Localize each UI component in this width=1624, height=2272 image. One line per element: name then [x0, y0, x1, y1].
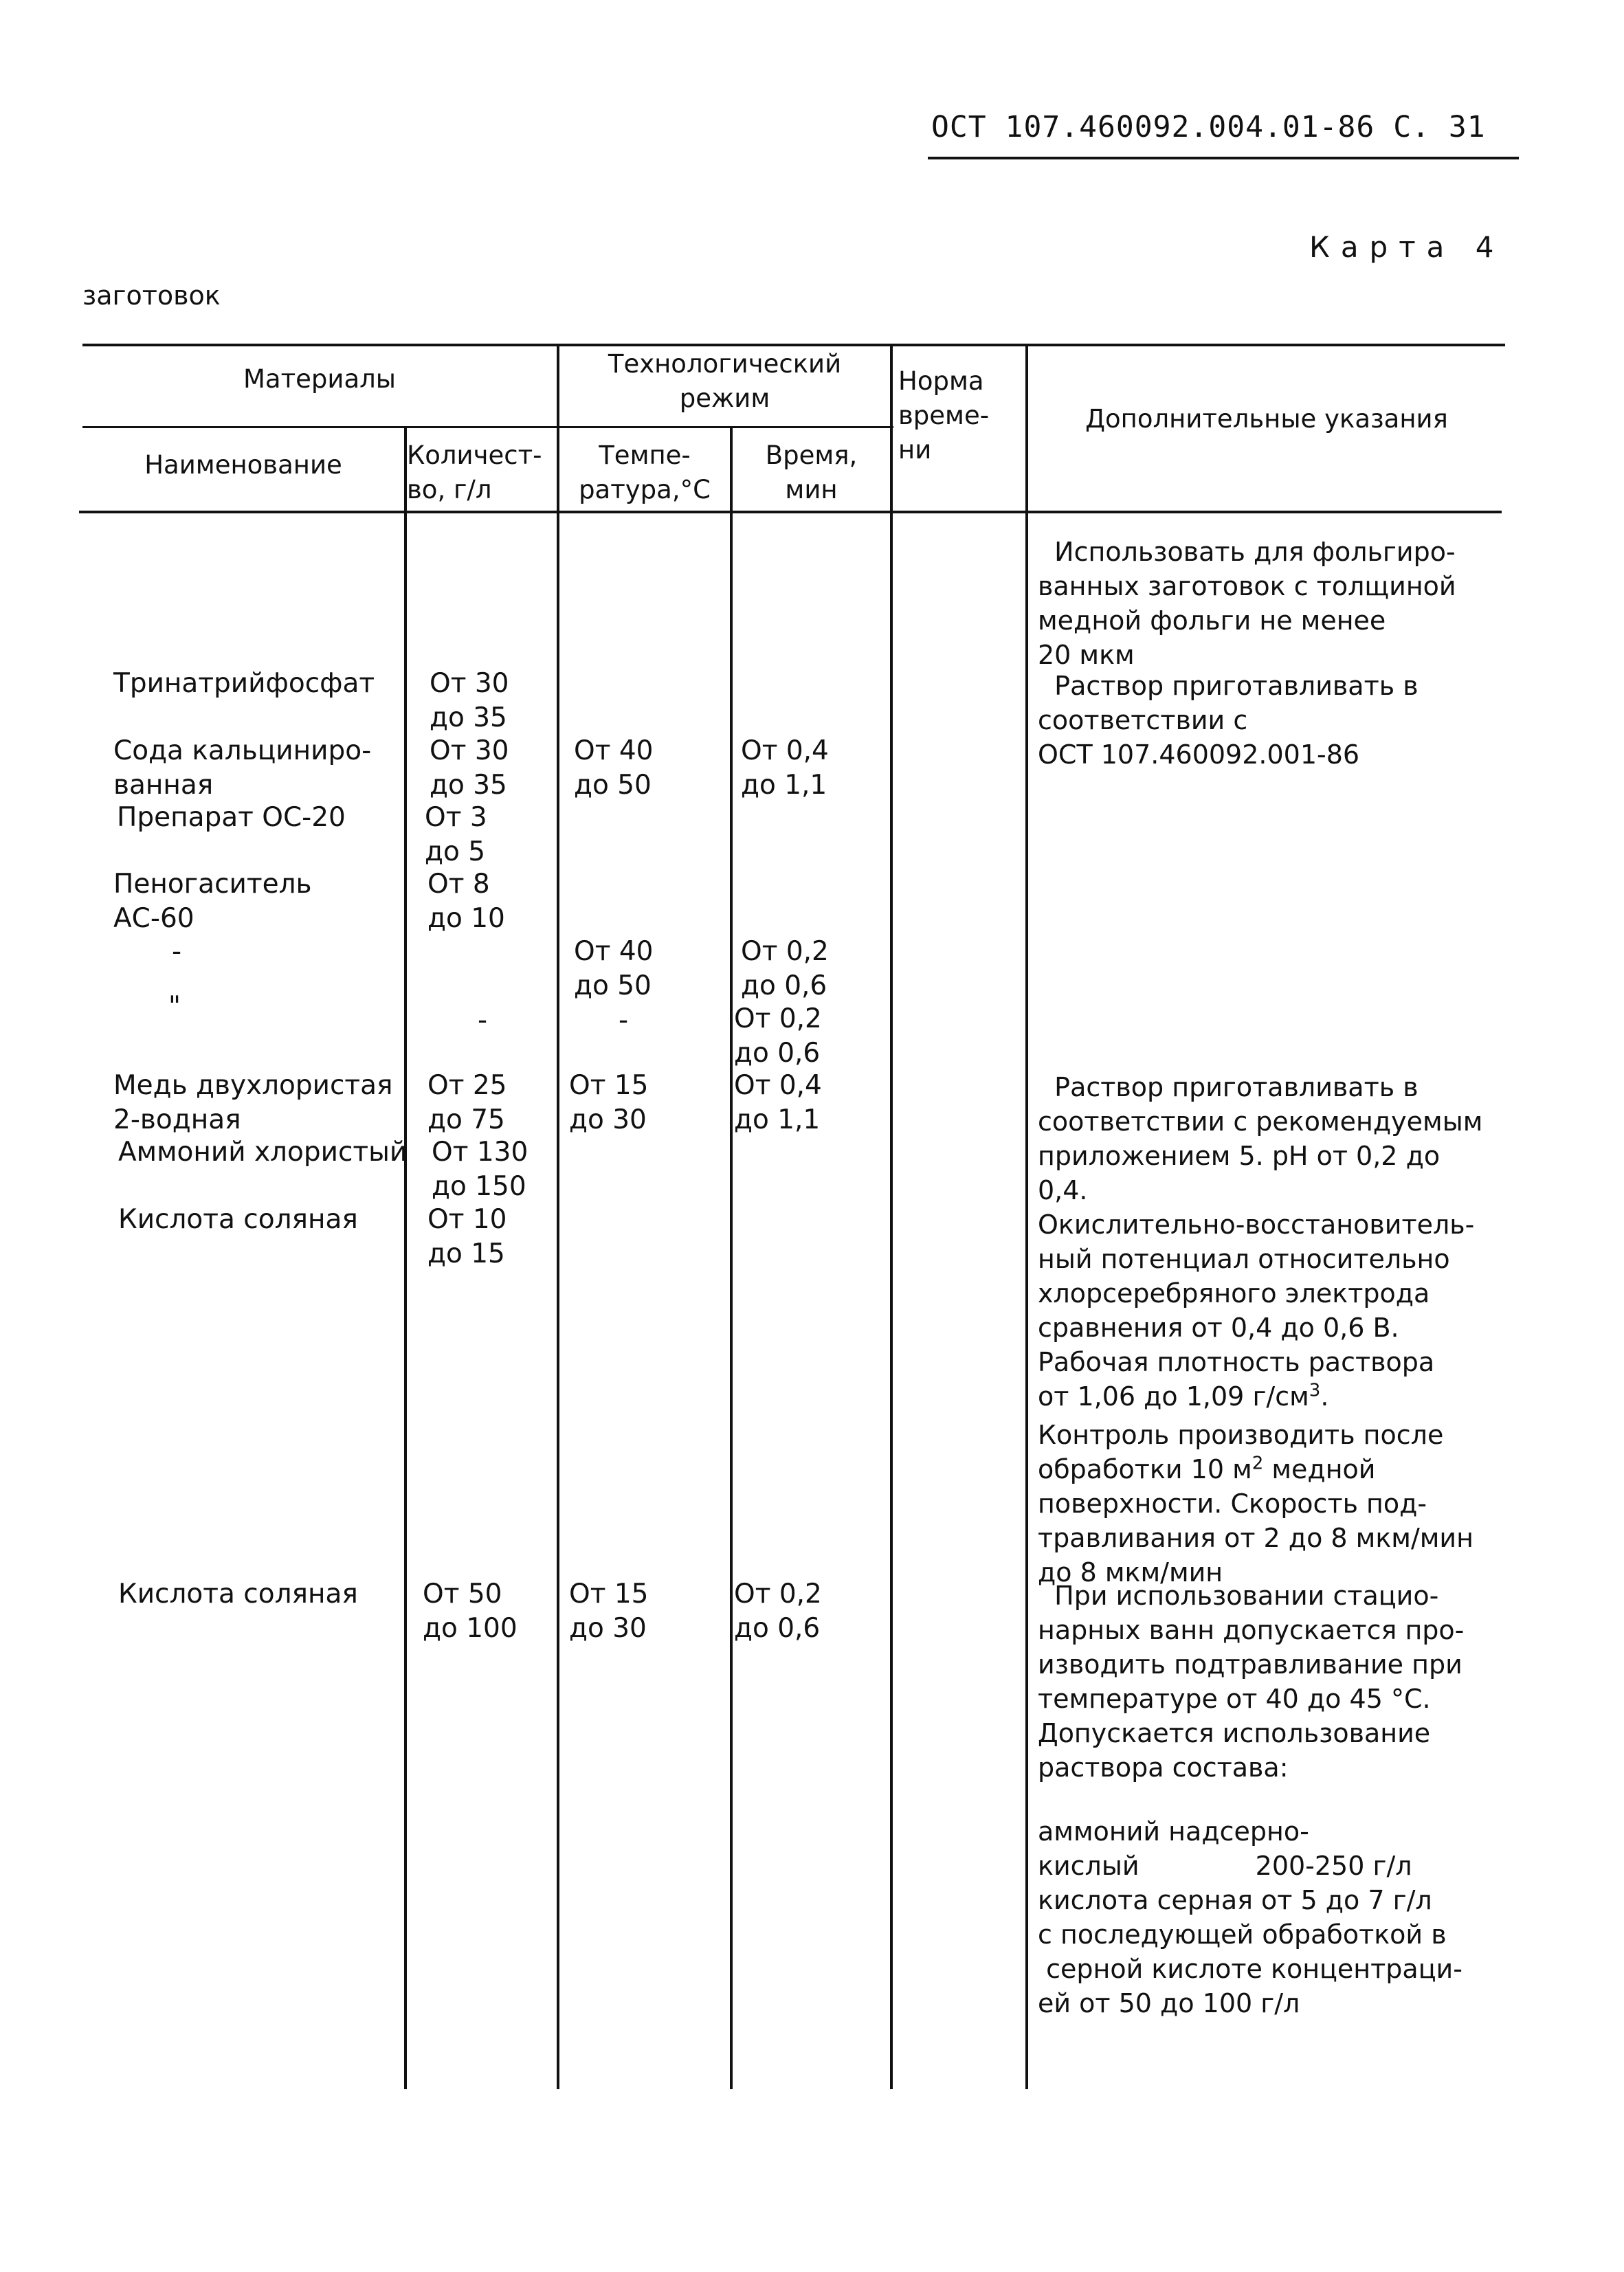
- note-unit: °С.: [1390, 1684, 1431, 1714]
- note-solution-prep-2: Раствор приготавливать в соответствии с рекомендуемым приложением 5. рН от 0,2 до 0,4. Окислительно-восстановитель- ный потенциал относительно хлорсеребряного электрода сравнения от 0,4 до 0,6 В. Рабочая плотность раствора от 1,06 до 1,09 $г/см^3$.: [1038, 1072, 1483, 1412]
- note-superscript: 3: [1309, 1380, 1321, 1401]
- header-temperature-unit: °С: [680, 475, 711, 504]
- row-quantity: От 130 до 150: [432, 1137, 529, 1202]
- header-norm-time: Норма време- ни: [898, 366, 990, 465]
- header-notes: Дополнительные указания: [1085, 404, 1448, 434]
- col-divider-quantity: [404, 426, 407, 2089]
- note-foil-usage: Использовать для фольгиро- ванных заготовок с толщиной медной фольги не менее 20 мкм: [1038, 537, 1456, 670]
- row-time: От 0,2 до 0,6: [734, 1003, 822, 1069]
- note-stationary-baths: [1038, 1579, 1560, 1716]
- header-materials: Материалы: [243, 364, 396, 394]
- note-text: При использовании стацио- нарных ванн допускается про- изводить подтравливание при температуре от 40 до 45: [1038, 1581, 1465, 1714]
- row-name: ": [168, 991, 181, 1022]
- header-mid-rule: [82, 426, 893, 428]
- row-temperature: От 40 до 50: [574, 936, 654, 1001]
- header-bottom-rule: [79, 511, 1502, 513]
- row-time: От 0,4 до 1,1: [741, 735, 829, 801]
- header-tech-mode: Технологический режим: [608, 349, 842, 413]
- row-quantity: От 30 до 35: [430, 735, 509, 801]
- header-temperature-text: Темпе- ратура,: [579, 441, 691, 504]
- row-name: Пеногаситель АС-60: [113, 869, 312, 934]
- header-underline: [928, 157, 1519, 159]
- header-name: Наименование: [144, 450, 342, 480]
- header-temperature: [559, 438, 730, 507]
- row-temperature: -: [619, 1005, 629, 1036]
- row-quantity: От 8 до 10: [427, 869, 505, 934]
- row-quantity: От 50 до 100: [423, 1579, 518, 1644]
- note-alternative-solution: Допускается использование раствора состава:: [1038, 1718, 1431, 1783]
- table-top-rule: [82, 344, 1505, 346]
- row-name: Тринатрийфосфат: [113, 668, 375, 699]
- note-control: [1038, 1418, 1560, 1590]
- row-name: Сода кальциниро- ванная: [113, 735, 372, 801]
- col-divider-notes: [1025, 344, 1028, 2089]
- row-quantity: -: [478, 1005, 488, 1036]
- document-reference: ОСТ 107.460092.004.01-86 С. 31: [931, 110, 1486, 144]
- row-quantity: От 3 до 5: [425, 802, 487, 867]
- note-text: Контроль производить после обработки 10 м: [1038, 1420, 1444, 1484]
- row-temperature: От 15 до 30: [569, 1070, 649, 1135]
- note-text: Раствор приготавливать в соответствии с рекомендуемым приложением 5. рН от 0,2 до 0,4. Окислительно-восстановитель- ный потенциал относительно хлорсеребряного электрода сравнения от 0,4 до 0,6 В. Рабочая плотность раствора от 1,06 до 1,09 г/см: [1038, 1072, 1483, 1412]
- row-name: Кислота соляная: [118, 1204, 358, 1235]
- col-divider-norm: [890, 344, 893, 2089]
- row-time: От 0,4 до 1,1: [734, 1070, 822, 1135]
- continuation-word: заготовок: [82, 280, 221, 311]
- row-temperature: От 15 до 30: [569, 1579, 649, 1644]
- note-text: медной поверхности. Скорость под- травливания от 2 до 8 мкм/мин до 8 мкм/мин: [1038, 1454, 1473, 1588]
- row-quantity: От 30 до 35: [430, 668, 509, 733]
- row-name: Аммоний хлористый: [118, 1137, 408, 1168]
- row-quantity: От 10 до 15: [427, 1204, 507, 1269]
- row-time: От 0,2 до 0,6: [734, 1579, 822, 1644]
- note-superscript: 2: [1252, 1453, 1264, 1474]
- row-temperature: От 40 до 50: [574, 735, 654, 801]
- row-quantity: От 25 до 75: [427, 1070, 507, 1135]
- col-divider-time: [730, 426, 733, 2089]
- note-solution-prep-1: Раствор приготавливать в соответствии с ОСТ 107.460092.001-86: [1038, 671, 1419, 770]
- header-quantity: Количест- во, г/л: [407, 441, 542, 504]
- header-time: Время, мин: [765, 441, 858, 504]
- card-label: Карта 4: [1309, 230, 1505, 264]
- row-name: Медь двухлористая 2-водная: [113, 1070, 393, 1135]
- row-name: Препарат ОС-20: [117, 802, 346, 833]
- row-time: От 0,2 до 0,6: [741, 936, 829, 1001]
- row-name: Кислота соляная: [118, 1579, 358, 1610]
- note-composition: аммоний надсерно- кислый 200-250 г/л кислота серная от 5 до 7 г/л с последующей обработкой в серной кислоте концентраци- ей от 50 до 100 г/л: [1038, 1816, 1462, 2018]
- row-name: -: [172, 936, 182, 967]
- col-divider-temperature: [557, 344, 559, 2089]
